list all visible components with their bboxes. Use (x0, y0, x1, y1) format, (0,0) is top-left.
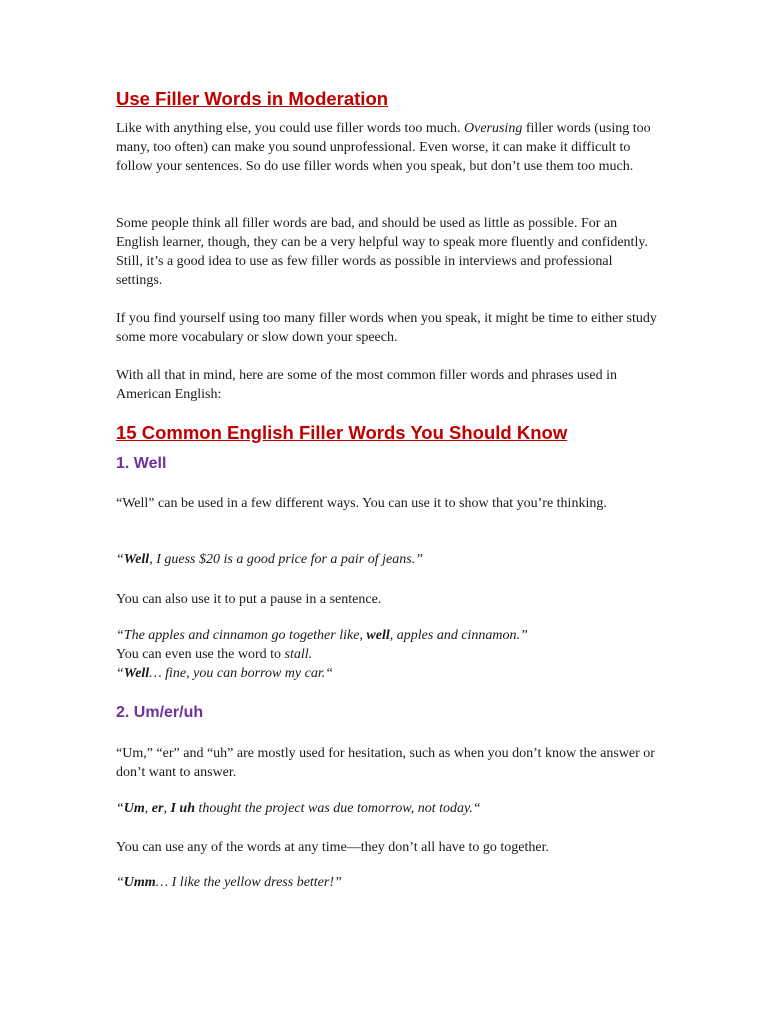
paragraph-some-people: Some people think all filler words are bad, and should be used as little as possible. For an English learner, though, they can be a very helpful way to speak more fluently and confidently. Still, it’s a good idea to use as few filler words as possible in interviews and professional settings. (116, 216, 648, 288)
paragraph-overusing (116, 119, 661, 176)
um-example-2: “Umm… I like the yellow dress better!” (116, 875, 342, 890)
paragraph-with-all-that: With all that in mind, here are some of the most common filler words and phrases used in American English: (116, 368, 617, 402)
section-heading-15-common (116, 422, 661, 444)
well-stall-text: You can even use the word to stall. (116, 647, 313, 662)
um-any-words-text: You can use any of the words at any time—they don’t all have to go together. (116, 840, 550, 855)
um-intro: “Um,” “er” and “uh” are mostly used for hesitation, such as when you don’t know the answer or don’t want to answer. (116, 746, 655, 780)
well-example-2: “The apples and cinnamon go together like, well, apples and cinnamon.” (116, 628, 528, 643)
well-example-1: “Well, I guess $20 is a good price for a pair of jeans.” (116, 552, 423, 567)
p1-italic-overusing: Overusing (464, 121, 523, 136)
well-intro: “Well” can be used in a few different ways. You can use it to show that you’re thinking. (116, 496, 607, 511)
heading-1-well: 1. Well (116, 455, 167, 472)
um-example-1: “Um, er, I uh thought the project was due tomorrow, not today.“ (116, 801, 481, 816)
p1-text-start: Like with anything else, you could use filler words too much. (116, 121, 464, 136)
well-example-2-group (116, 626, 661, 683)
item-heading-well (116, 455, 661, 473)
well-pause-text: You can also use it to put a pause in a sentence. (116, 592, 382, 607)
heading-2-um-er-uh: 2. Um/er/uh (116, 704, 204, 721)
p1-text-end: filler words (using too many, too often) can make you sound unprofessional. Even worse, it can make it difficult to follow your sentences. So do use filler words when you speak, but don’t use them too much. (116, 121, 651, 174)
paragraph-if-you-find: If you find yourself using too many filler words when you speak, it might be time to either study some more vocabulary or slow down your speech. (116, 311, 657, 345)
heading-15-common-filler-words: 15 Common English Filler Words You Should Know (116, 422, 568, 443)
heading-use-filler-words: Use Filler Words in Moderation (116, 88, 389, 109)
section-heading-moderation (116, 88, 661, 110)
well-example-3: “Well… fine, you can borrow my car.“ (116, 666, 334, 681)
item-heading-um (116, 704, 661, 722)
